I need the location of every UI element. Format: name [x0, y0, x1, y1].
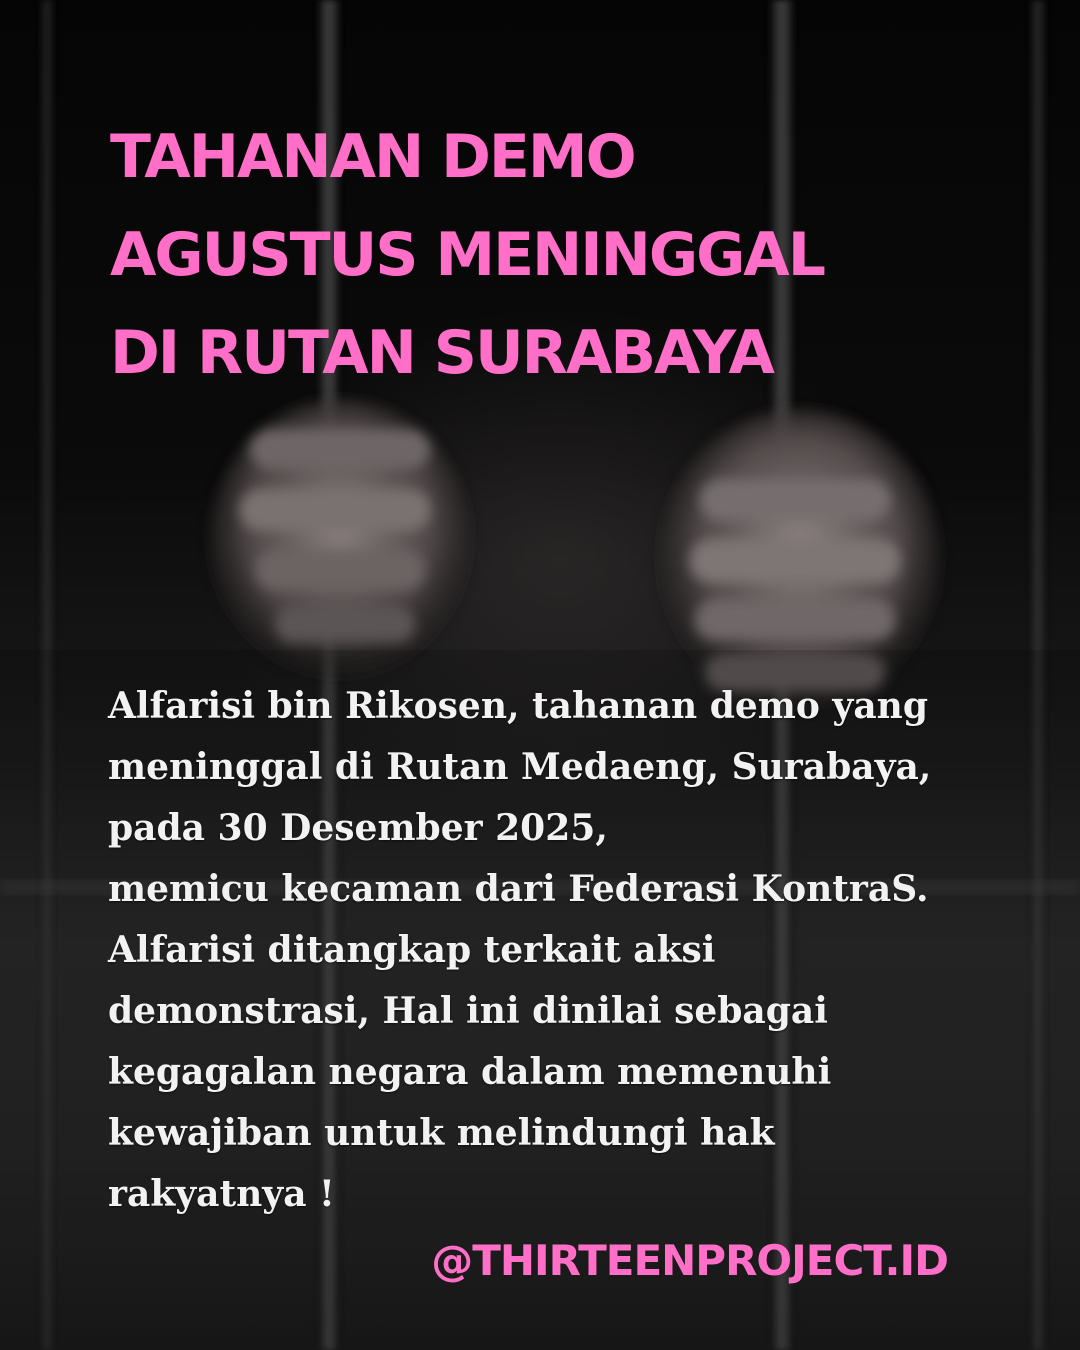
headline-line: DI RUTAN SURABAYA — [110, 318, 773, 388]
body-paragraph — [108, 676, 988, 1225]
headline — [110, 108, 970, 402]
left-hand — [210, 400, 470, 680]
body-line: rakyatnya ! — [108, 1173, 335, 1215]
body-line: pada 30 Desember 2025, — [108, 807, 608, 849]
body-line: demonstrasi, Hal ini dinilai sebagai — [108, 990, 828, 1032]
body-line: kegagalan negara dalam memenuhi — [108, 1051, 832, 1093]
headline-line: AGUSTUS MENINGGAL — [110, 220, 824, 290]
body-line: Alfarisi ditangkap terkait aksi — [108, 929, 716, 971]
social-handle: @THIRTEENPROJECT.ID — [431, 1236, 948, 1285]
body-line: kewajiban untuk melindungi hak — [108, 1112, 775, 1154]
body-line: memicu kecaman dari Federasi KontraS. — [108, 868, 929, 910]
headline-line: TAHANAN DEMO — [110, 122, 635, 192]
body-line: Alfarisi bin Rikosen, tahanan demo yang — [108, 685, 929, 727]
body-line: meninggal di Rutan Medaeng, Surabaya, — [108, 746, 932, 788]
